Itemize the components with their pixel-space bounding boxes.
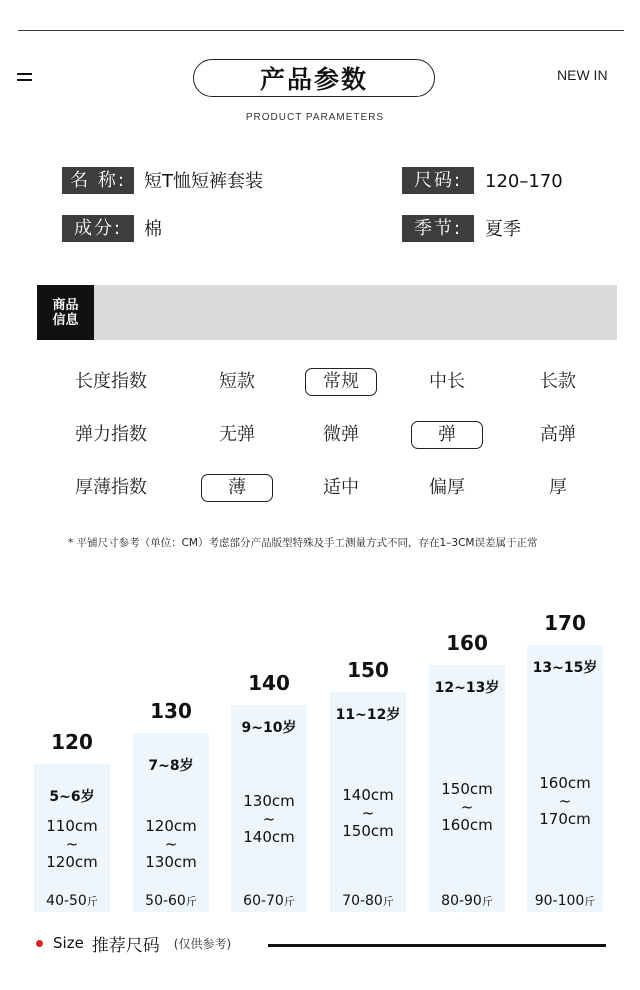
index-option[interactable]: 短款: [219, 371, 255, 392]
size-age: 7~8岁: [148, 758, 194, 774]
spec-name-value: 短T恤短裤套装: [144, 171, 263, 192]
size-height-tilde: ~: [361, 804, 375, 822]
size-column: [527, 605, 603, 912]
size-weight-unit: 斤: [185, 895, 197, 908]
size-weight-unit: 斤: [382, 895, 394, 908]
spec-material-label: 成分:: [62, 215, 134, 242]
size-weight-unit: 斤: [481, 895, 493, 908]
size-height-max: 170cm: [539, 810, 591, 828]
index-option-selected[interactable]: 弹: [411, 421, 483, 449]
index-option[interactable]: 厚: [549, 477, 567, 498]
size-weight-unit: 斤: [584, 895, 596, 908]
index-option[interactable]: 适中: [323, 477, 359, 498]
spec-season-label: 季节:: [402, 215, 474, 242]
size-age: 11~12岁: [335, 707, 401, 723]
spec-season-value: 夏季: [485, 219, 521, 240]
size-height-min: 150cm: [441, 780, 493, 798]
size-weight: [34, 893, 110, 909]
size-column: [34, 724, 110, 912]
size-weight-value: 50-60: [145, 893, 186, 909]
index-option-selected[interactable]: 常规: [305, 368, 377, 396]
measurement-note: * 平铺尺寸参考（单位：CM）考虑部分产品版型特殊及手工测量方式不同，存在1–3CM误差属于正常: [68, 537, 538, 549]
size-column: [133, 693, 209, 912]
size-height-max: 130cm: [145, 853, 197, 871]
size-age: 5~6岁: [49, 789, 95, 805]
index-option[interactable]: 高弹: [540, 424, 576, 445]
length-index-row: [0, 368, 640, 396]
size-number: 160: [446, 631, 488, 655]
size-weight: [429, 893, 505, 909]
size-height-tilde: ~: [460, 798, 474, 816]
size-weight: [133, 893, 209, 909]
size-weight-unit: 斤: [283, 895, 295, 908]
info-badge-line2: 信息: [52, 312, 79, 328]
legend-rule: [268, 944, 606, 947]
size-weight-value: 90-100: [534, 893, 585, 909]
size-weight-value: 70-80: [342, 893, 383, 909]
size-height-tilde: ~: [262, 810, 276, 828]
page-subtitle: PRODUCT PARAMETERS: [245, 112, 385, 123]
size-weight-value: 80-90: [441, 893, 482, 909]
size-number: 170: [544, 611, 586, 635]
size-weight-value: 40-50: [46, 893, 87, 909]
size-number: 140: [248, 671, 290, 695]
index-option[interactable]: 偏厚: [429, 477, 465, 498]
size-column: [429, 625, 505, 912]
legend-note: (仅供参考): [173, 936, 232, 951]
thickness-index-row: [0, 474, 640, 502]
info-badge: [37, 285, 94, 340]
new-in-label: NEW IN: [557, 67, 608, 83]
menu-icon[interactable]: [17, 73, 32, 83]
legend-title: 推荐尺码: [91, 935, 160, 956]
index-label: 厚薄指数: [75, 477, 147, 498]
size-height-min: 120cm: [145, 817, 197, 835]
index-option[interactable]: 微弹: [323, 424, 359, 445]
size-height-min: 140cm: [342, 786, 394, 804]
spec-size-label: 尺码:: [402, 167, 474, 194]
size-height-min: 160cm: [539, 774, 591, 792]
info-badge-line1: 商品: [52, 297, 79, 313]
size-weight-value: 60-70: [243, 893, 284, 909]
size-column: [231, 665, 307, 912]
top-divider: [18, 30, 624, 31]
size-weight: [527, 893, 603, 909]
size-age: 12~13岁: [434, 680, 500, 696]
size-legend: [36, 932, 231, 954]
spec-size-value: 120–170: [485, 171, 563, 192]
size-height-max: 150cm: [342, 822, 394, 840]
stretch-index-row: [0, 421, 640, 449]
size-number: 150: [347, 658, 389, 682]
legend-size: Size: [53, 934, 84, 952]
spec-material-value: 棉: [144, 219, 162, 240]
size-age: 13~15岁: [532, 660, 598, 676]
size-number: 130: [150, 699, 192, 723]
size-number: 120: [51, 730, 93, 754]
size-weight: [231, 893, 307, 909]
size-height-min: 110cm: [46, 817, 98, 835]
info-bar: [37, 285, 617, 340]
size-column: [330, 652, 406, 912]
size-height-max: 120cm: [46, 853, 98, 871]
index-option[interactable]: 长款: [540, 371, 576, 392]
size-height-max: 160cm: [441, 816, 493, 834]
index-option-selected[interactable]: 薄: [201, 474, 273, 502]
index-label: 长度指数: [75, 371, 147, 392]
size-height-max: 140cm: [243, 828, 295, 846]
bullet-icon: [36, 940, 43, 947]
index-option[interactable]: 无弹: [219, 424, 255, 445]
size-weight-unit: 斤: [86, 895, 98, 908]
size-weight: [330, 893, 406, 909]
size-height-tilde: ~: [164, 835, 178, 853]
index-label: 弹力指数: [75, 424, 147, 445]
size-height-min: 130cm: [243, 792, 295, 810]
page-title: 产品参数: [193, 59, 435, 97]
index-option[interactable]: 中长: [429, 371, 465, 392]
size-height-tilde: ~: [558, 792, 572, 810]
size-height-tilde: ~: [65, 835, 79, 853]
spec-name-label: 名 称:: [62, 167, 134, 194]
size-age: 9~10岁: [241, 720, 297, 736]
